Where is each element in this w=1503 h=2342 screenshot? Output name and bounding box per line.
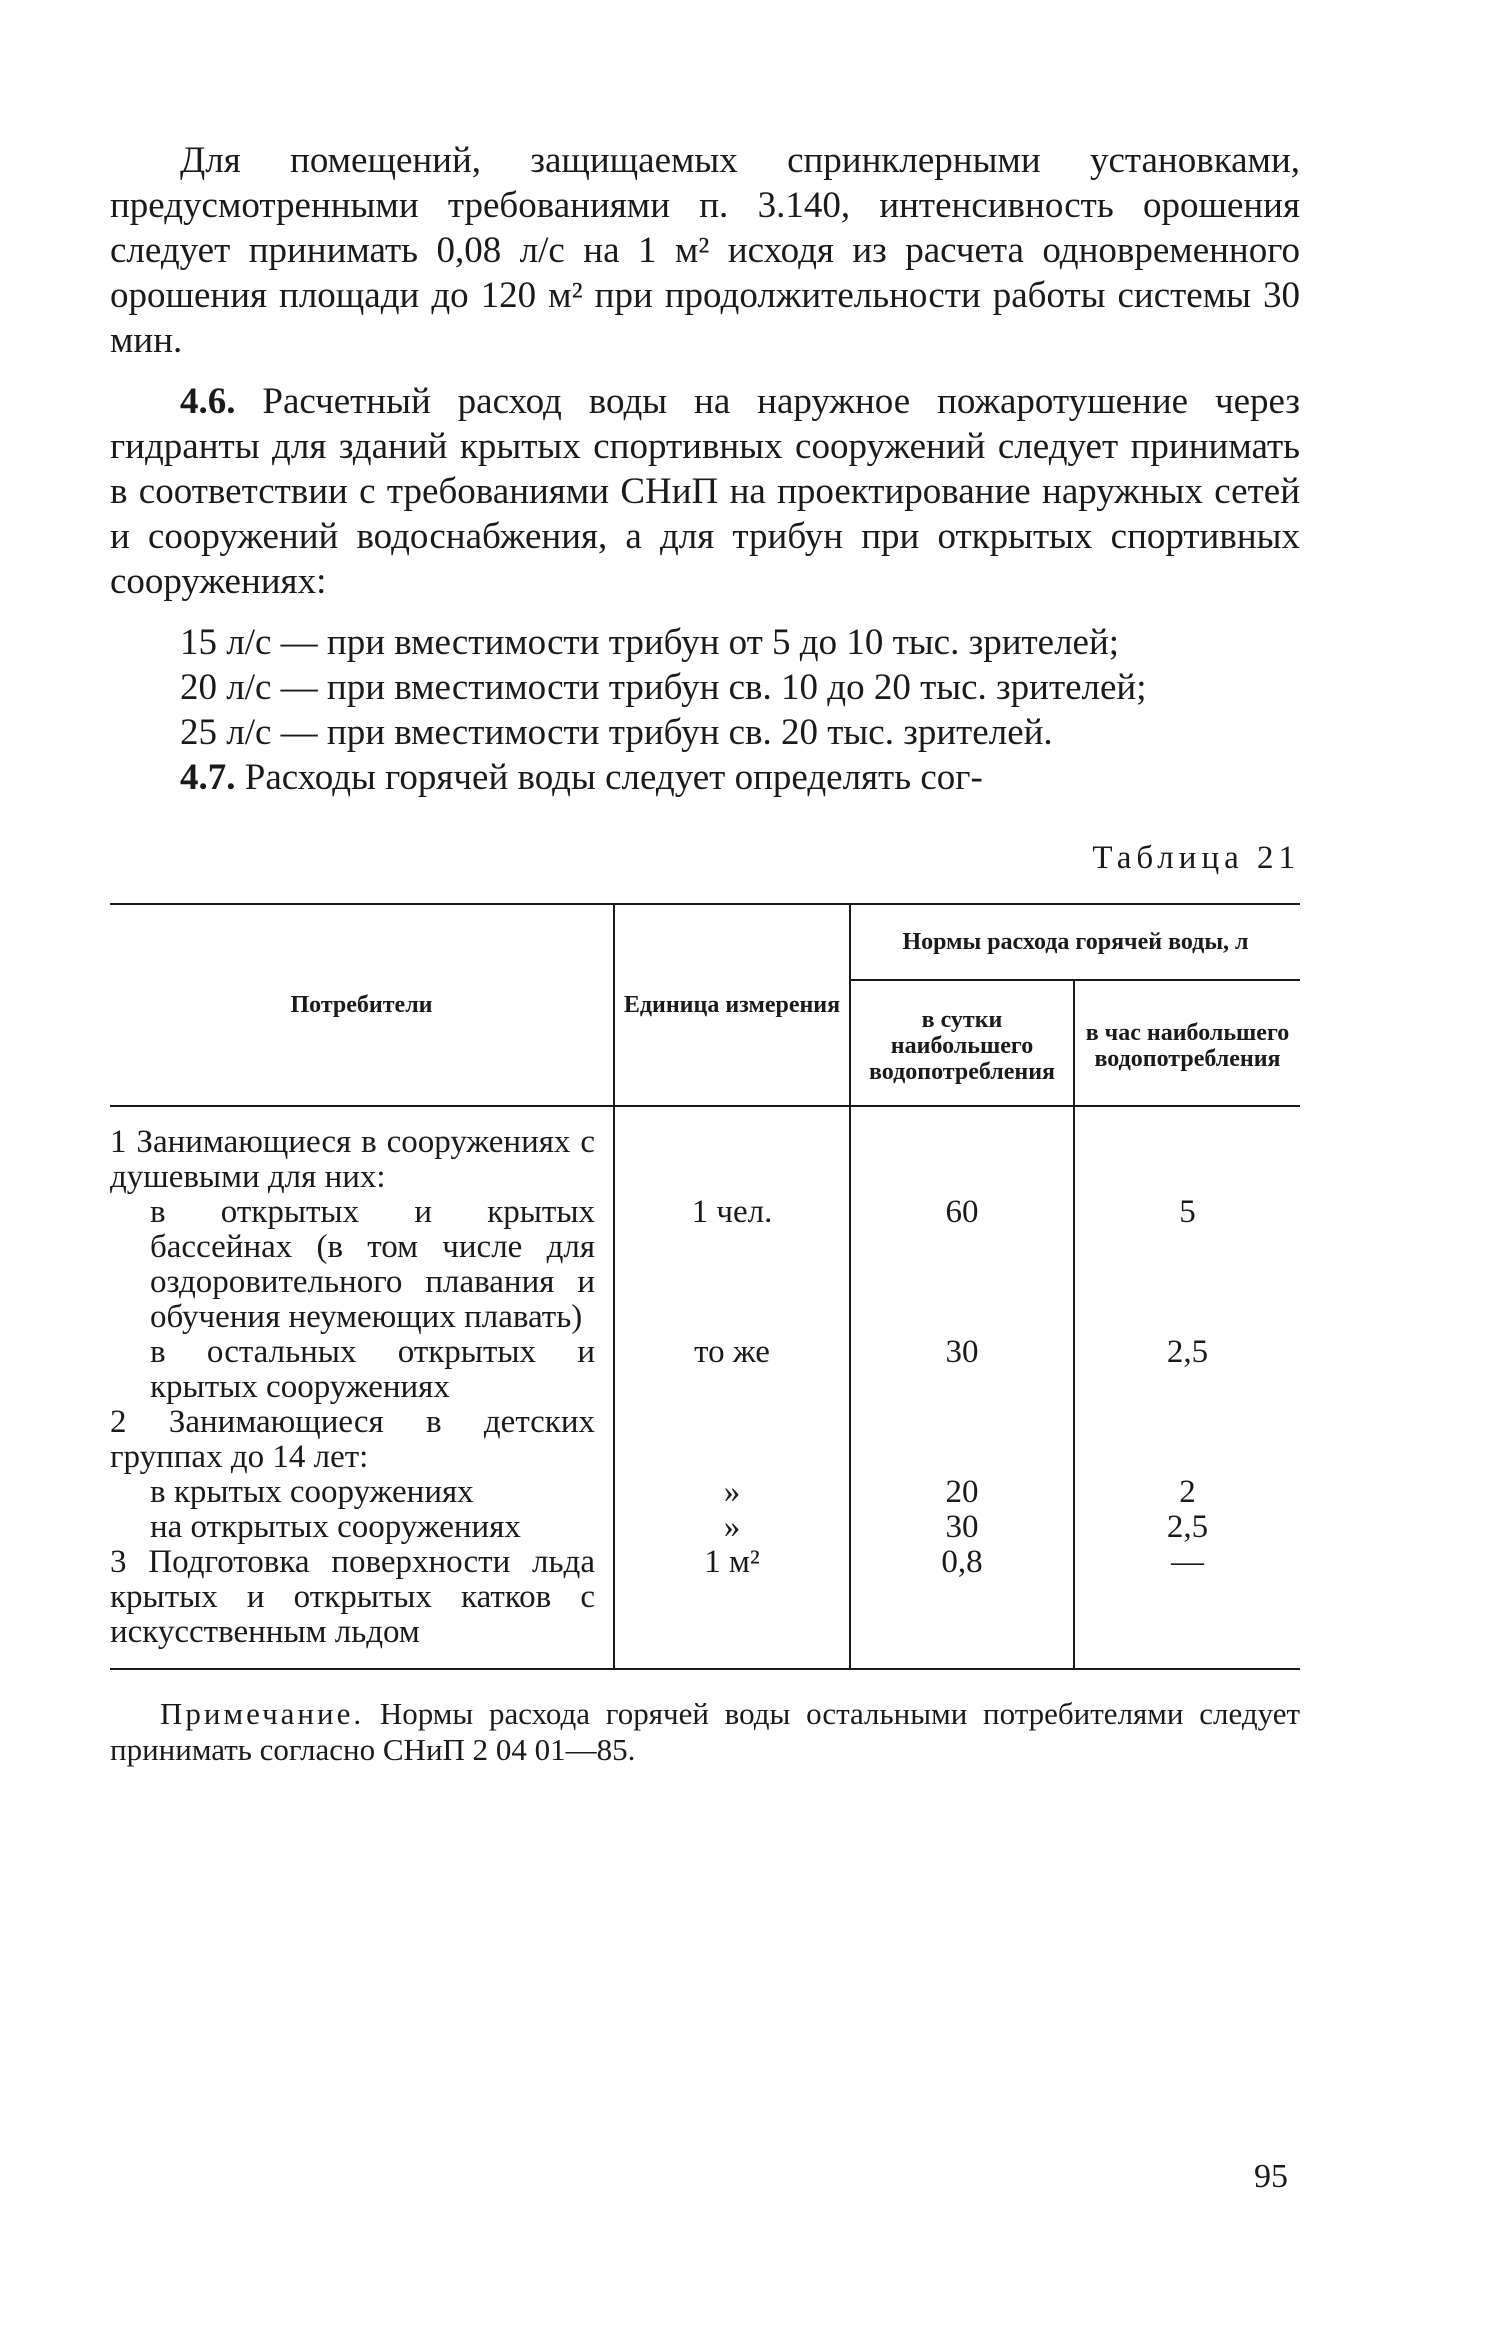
paragraph-flow-25: 25 л/с — при вместимости трибун св. 20 тыс. зрителей. — [180, 712, 1053, 753]
table-row — [110, 1335, 1300, 1405]
table-spacer-row — [110, 1106, 1300, 1125]
hot-water-norms-table — [110, 903, 1300, 1670]
per-hour-cell — [1074, 1405, 1300, 1475]
per-hour-cell: — — [1074, 1545, 1300, 1650]
consumer-text: 1 Занимающиеся в сооружениях с душевыми для них: — [110, 1124, 595, 1195]
clause-number: 4.6. — [180, 381, 236, 422]
per-hour-cell: 2 — [1074, 1475, 1300, 1510]
consumer-cell — [110, 1475, 614, 1510]
per-hour-cell: 2,5 — [1074, 1335, 1300, 1405]
consumer-cell — [110, 1335, 614, 1405]
per-hour-cell: 5 — [1074, 1195, 1300, 1335]
header-unit: Единица измерения — [614, 904, 850, 1106]
unit-cell: то же — [614, 1335, 850, 1405]
table-row — [110, 1510, 1300, 1545]
page-number: 95 — [1254, 2158, 1288, 2195]
note-label: Примечание. — [160, 1696, 365, 1731]
consumer-text: 2 Занимающиеся в детских группах до 14 лет: — [110, 1404, 595, 1475]
consumer-cell — [110, 1405, 614, 1475]
consumer-cell — [110, 1545, 614, 1650]
paragraph-4-6: 4.6. Расчетный расход воды на наружное пожаротушение через гидранты для зданий крытых спортивных сооружений следует принимать в соответствии с требованиями СНиП на проектирование наружных сетей и сооружений водоснабжения, а для трибун при открытых спортивных сооружениях: — [110, 381, 1300, 602]
consumer-text: на открытых сооружениях — [150, 1509, 521, 1545]
consumer-text: в открытых и крытых бассейнах (в том числе для оздоровительного плавания и обучения неумеющих плавать) — [150, 1194, 595, 1335]
paragraph-sprinkler: Для помещений, защищаемых спринклерными установками, предусмотренными требованиями п. 3.140, интенсивность орошения следует принимать 0,08 л/с на 1 м² исходя из расчета одновременного орошения площади до 120 м² при продолжительности работы системы 30 мин. — [110, 140, 1300, 361]
consumer-text: 3 Подготовка поверхности льда крытых и открытых катков с искусственным льдом — [110, 1544, 595, 1650]
unit-cell — [614, 1405, 850, 1475]
paragraph-flow-15: 15 л/с — при вместимости трибун от 5 до 10 тыс. зрителей; — [180, 622, 1120, 663]
table-spacer-row — [110, 1650, 1300, 1669]
unit-cell: » — [614, 1475, 850, 1510]
consumer-cell — [110, 1125, 614, 1195]
per-day-cell: 20 — [850, 1475, 1074, 1510]
table-row — [110, 1195, 1300, 1335]
table-note — [110, 1696, 1300, 1768]
header-per-day: в сутки наибольшего водопотребления — [850, 980, 1074, 1106]
paragraph-flow-20: 20 л/с — при вместимости трибун св. 10 до 20 тыс. зрителей; — [180, 667, 1147, 708]
table-row — [110, 1475, 1300, 1510]
per-day-cell — [850, 1405, 1074, 1475]
table-row — [110, 1405, 1300, 1475]
unit-cell: » — [614, 1510, 850, 1545]
consumer-text: в остальных открытых и крытых сооружениях — [150, 1334, 595, 1405]
consumer-cell — [110, 1510, 614, 1545]
per-day-cell: 30 — [850, 1510, 1074, 1545]
per-day-cell: 30 — [850, 1335, 1074, 1405]
per-hour-cell — [1074, 1125, 1300, 1195]
header-norms: Нормы расхода горячей воды, л — [850, 904, 1300, 980]
document-page — [110, 138, 1300, 1768]
consumer-cell — [110, 1195, 614, 1335]
per-hour-cell: 2,5 — [1074, 1510, 1300, 1545]
unit-cell — [614, 1125, 850, 1195]
paragraph-4-7: 4.7. Расходы горячей воды следует определять сог- — [180, 757, 983, 798]
header-per-hour: в час наибольшего водопотребления — [1074, 980, 1300, 1106]
unit-cell: 1 м² — [614, 1545, 850, 1650]
per-day-cell — [850, 1125, 1074, 1195]
consumer-text: в крытых сооружениях — [150, 1474, 474, 1510]
note-text: Нормы расхода горячей воды остальными потребителями следует принимать согласно СНиП 2 04 01—85. — [110, 1696, 1300, 1767]
per-day-cell: 0,8 — [850, 1545, 1074, 1650]
table-body — [110, 1106, 1300, 1669]
table-title: Таблица 21 — [1092, 840, 1300, 876]
unit-cell: 1 чел. — [614, 1195, 850, 1335]
header-consumers: Потребители — [110, 904, 614, 1106]
table-row — [110, 1545, 1300, 1650]
clause-number: 4.7. — [180, 757, 236, 798]
table-row — [110, 1125, 1300, 1195]
per-day-cell: 60 — [850, 1195, 1074, 1335]
